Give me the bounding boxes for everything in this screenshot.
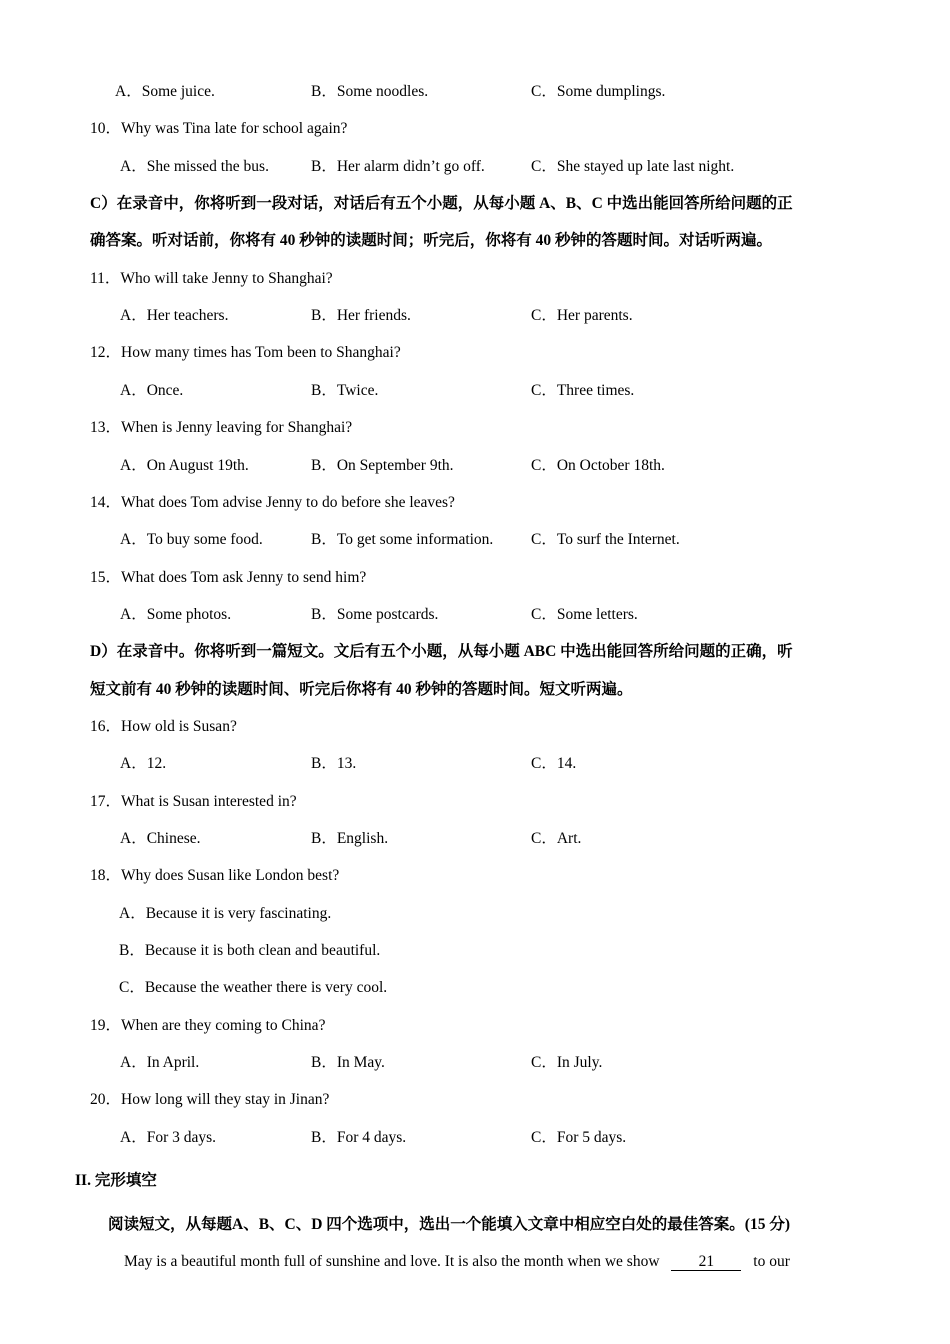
passage-text-start: May is a beautiful month full of sunshine and love. It is also the month when we show <box>124 1253 660 1270</box>
q20-question: 20．How long will they stay in Jinan? <box>90 1091 330 1108</box>
q17-option-b: B．English. <box>311 830 389 847</box>
q17-option-c: C．Art. <box>531 830 582 847</box>
passage-text-end: to our <box>753 1253 790 1270</box>
q14-option-a: A．To buy some food. <box>120 531 263 548</box>
q13-option-c: C．On October 18th. <box>531 457 665 474</box>
section-ii-title: II. 完形填空 <box>75 1172 157 1189</box>
q16-question: 16．How old is Susan? <box>90 718 237 735</box>
q12-option-a: A．Once. <box>120 382 184 399</box>
q9-option-a: A．Some juice. <box>115 83 215 100</box>
q20-option-b: B．For 4 days. <box>311 1129 407 1146</box>
q10-option-b: B．Her alarm didn’t go off. <box>311 158 485 175</box>
q16-option-c: C．14. <box>531 755 577 772</box>
q12-question: 12．How many times has Tom been to Shanghai? <box>90 344 401 361</box>
q15-question: 15．What does Tom ask Jenny to send him? <box>90 569 367 586</box>
q14-option-b: B．To get some information. <box>311 531 494 548</box>
q11-question: 11．Who will take Jenny to Shanghai? <box>90 270 333 287</box>
q19-option-c: C．In July. <box>531 1054 603 1071</box>
q14-question: 14．What does Tom advise Jenny to do before she leaves? <box>90 494 455 511</box>
section-c-instruction-line1: C）在录音中，你将听到一段对话，对话后有五个小题，从每小题 A、B、C 中选出能回答所给问题的正 <box>90 195 793 212</box>
q15-option-c: C．Some letters. <box>531 606 638 623</box>
q12-option-c: C．Three times. <box>531 382 635 399</box>
q20-option-a: A．For 3 days. <box>120 1129 217 1146</box>
section-c-instruction-line2: 确答案。听对话前，你将有 40 秒钟的读题时间；听完后，你将有 40 秒钟的答题时间。对话听两遍。 <box>90 232 773 249</box>
section-d-instruction-line1: D）在录音中。你将听到一篇短文。文后有五个小题，从每小题 ABC 中选出能回答所给问题的正确，听 <box>90 643 793 660</box>
q18-option-a: A．Because it is very fascinating. <box>119 905 332 922</box>
q9-option-b: B．Some noodles. <box>311 83 429 100</box>
q14-option-c: C．To surf the Internet. <box>531 531 680 548</box>
q16-option-a: A．12. <box>120 755 167 772</box>
q17-option-a: A．Chinese. <box>120 830 201 847</box>
q20-option-c: C．For 5 days. <box>531 1129 627 1146</box>
q16-option-b: B．13. <box>311 755 357 772</box>
q18-question: 18．Why does Susan like London best? <box>90 867 340 884</box>
q15-option-b: B．Some postcards. <box>311 606 439 623</box>
q11-option-b: B．Her friends. <box>311 307 411 324</box>
q10-option-a: A．She missed the bus. <box>120 158 269 175</box>
q13-question: 13．When is Jenny leaving for Shanghai? <box>90 419 353 436</box>
q12-option-b: B．Twice. <box>311 382 379 399</box>
cloze-blank-21: 21 <box>671 1254 741 1271</box>
q19-option-b: B．In May. <box>311 1054 385 1071</box>
q15-option-a: A．Some photos. <box>120 606 232 623</box>
passage-first-line <box>124 1252 790 1272</box>
q10-option-c: C．She stayed up late last night. <box>531 158 735 175</box>
q13-option-a: A．On August 19th. <box>120 457 249 474</box>
q18-option-c: C．Because the weather there is very cool. <box>119 979 388 996</box>
q10-question: 10．Why was Tina late for school again? <box>90 120 348 137</box>
section-d-instruction-line2: 短文前有 40 秒钟的读题时间、听完后你将有 40 秒钟的答题时间。短文听两遍。 <box>90 681 633 698</box>
q17-question: 17．What is Susan interested in? <box>90 793 297 810</box>
q19-option-a: A．In April. <box>120 1054 200 1071</box>
section-ii-instruction: 阅读短文，从每题A、B、C、D 四个选项中，选出一个能填入文章中相应空白处的最佳答案。(15 分) <box>108 1216 790 1233</box>
q19-question: 19．When are they coming to China? <box>90 1017 326 1034</box>
q11-option-a: A．Her teachers. <box>120 307 229 324</box>
q9-option-c: C．Some dumplings. <box>531 83 666 100</box>
q18-option-b: B．Because it is both clean and beautiful. <box>119 942 381 959</box>
q11-option-c: C．Her parents. <box>531 307 633 324</box>
q13-option-b: B．On September 9th. <box>311 457 454 474</box>
